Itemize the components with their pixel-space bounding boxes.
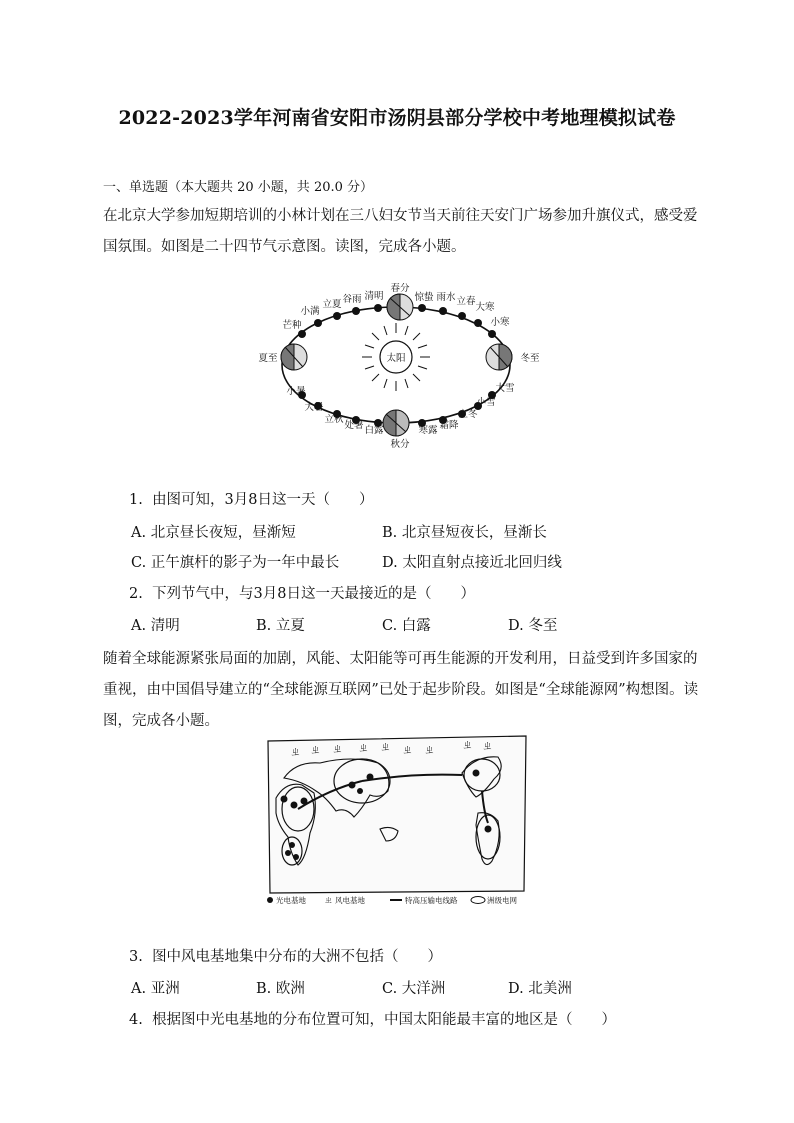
svg-text:ㄓ: ㄓ xyxy=(482,739,493,752)
term-xiaoxue: 小雪 xyxy=(476,397,496,408)
svg-text:ㄓ: ㄓ xyxy=(332,742,343,755)
q1-option-a[interactable]: A. 北京昼长夜短，昼渐短 xyxy=(131,525,296,541)
q3-option-b[interactable]: B. 欧洲 xyxy=(256,981,305,997)
svg-text:ㄓ: ㄓ xyxy=(462,738,473,751)
legend-grid: 洲级电网 xyxy=(487,896,517,905)
q3-option-d[interactable]: D. 北美洲 xyxy=(508,981,572,997)
question-3: 3. 图中风电基地集中分布的大洲不包括（ ） xyxy=(129,949,443,965)
svg-text:ㄓ: ㄓ xyxy=(402,743,413,756)
question-4: 4. 根据图中光电基地的分布位置可知，中国太阳能最丰富的地区是（ ） xyxy=(129,1012,617,1028)
term-hanlu: 寒露 xyxy=(418,425,438,436)
term-guyu: 谷雨 xyxy=(342,294,362,305)
q1-option-b[interactable]: B. 北京昼短夜长，昼渐长 xyxy=(382,525,547,541)
section-heading: 一、单选题（本大题共 20 小题，共 20.0 分） xyxy=(103,180,374,195)
legend-wind: 风电基地 xyxy=(335,896,365,905)
term-jingzhe: 惊蛰 xyxy=(414,292,434,303)
term-dahan: 大寒 xyxy=(475,302,495,313)
question-2: 2. 下列节气中，与3月8日这一天最接近的是（ ） xyxy=(129,586,476,602)
term-xiaoshu: 小暑 xyxy=(286,386,306,397)
term-daxue: 大雪 xyxy=(495,383,515,394)
term-yushui: 雨水 xyxy=(436,292,456,303)
legend-solar: 光电基地 xyxy=(276,896,306,905)
solar-base-icon xyxy=(267,897,273,903)
q2-option-c[interactable]: C. 白露 xyxy=(382,618,431,634)
passage-1: 在北京大学参加短期培训的小林计划在三八妇女节当天前往天安门广场参加升旗仪式，感受爱国氛围。如图是二十四节气示意图。读图，完成各小题。 xyxy=(103,208,698,255)
svg-text:ㄓ: ㄓ xyxy=(290,745,301,758)
q1-option-d[interactable]: D. 太阳直射点接近北回归线 xyxy=(382,555,562,571)
term-qiufen: 秋分 xyxy=(390,439,410,450)
solar-terms-diagram xyxy=(250,283,550,455)
q2-option-a[interactable]: A. 清明 xyxy=(131,618,180,634)
svg-text:ㄓ: ㄓ xyxy=(424,743,435,756)
q2-option-d[interactable]: D. 冬至 xyxy=(508,618,558,634)
q3-option-c[interactable]: C. 大洋洲 xyxy=(382,981,446,997)
q1-option-c[interactable]: C. 正午旗杆的影子为一年中最长 xyxy=(131,555,340,571)
legend-line: 特高压输电线路 xyxy=(405,896,458,905)
term-dashu: 大暑 xyxy=(304,402,324,413)
svg-text:ㄓ: ㄓ xyxy=(358,741,369,754)
term-chunfen: 春分 xyxy=(390,283,410,294)
term-dongzhi: 冬至 xyxy=(520,353,540,364)
page-title: 2022-2023学年河南省安阳市汤阴县部分学校中考地理模拟试卷 xyxy=(118,107,676,129)
term-lidong: 立冬 xyxy=(458,409,478,420)
term-mangzhong: 芒种 xyxy=(282,320,302,331)
passage-2: 随着全球能源紧张局面的加剧，风能、太阳能等可再生能源的开发利用，日益受到许多国家的重视，由中国倡导建立的“全球能源互联网”已处于起步阶段。如图是“全球能源网”构想图。读图，完成各小题。 xyxy=(103,651,699,729)
term-xiaoman: 小满 xyxy=(300,306,320,317)
term-xiaohan: 小寒 xyxy=(490,317,510,328)
sun-label: 太阳 xyxy=(386,353,406,364)
svg-text:ㄓ: ㄓ xyxy=(380,740,391,753)
term-qingming: 清明 xyxy=(364,291,384,302)
wind-base-icon: ㄓ xyxy=(324,896,334,906)
term-shuangjiang: 霜降 xyxy=(439,420,459,431)
term-liqiu: 立秋 xyxy=(324,414,344,425)
term-xiazhi: 夏至 xyxy=(258,353,278,364)
term-lixia: 立夏 xyxy=(322,299,342,310)
question-1: 1. 由图可知，3月8日这一天（ ） xyxy=(129,492,374,508)
global-energy-map xyxy=(262,733,530,912)
grid-icon xyxy=(471,897,485,904)
term-lichun: 立春 xyxy=(456,296,476,307)
q3-option-a[interactable]: A. 亚洲 xyxy=(131,981,180,997)
term-bailu: 白露 xyxy=(364,425,384,436)
svg-text:ㄓ: ㄓ xyxy=(310,743,321,756)
q2-option-b[interactable]: B. 立夏 xyxy=(256,618,305,634)
term-chushu: 处暑 xyxy=(344,420,364,431)
